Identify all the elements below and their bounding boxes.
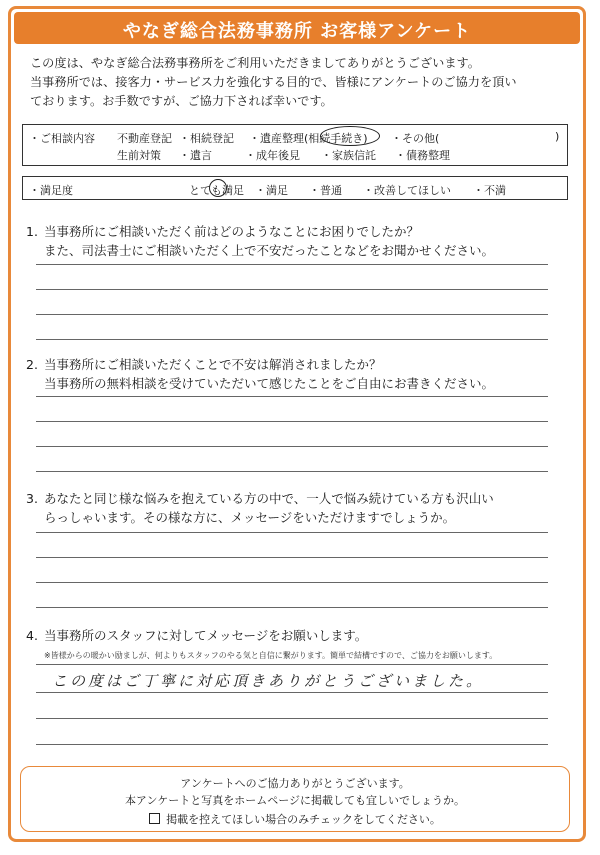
- question-text: また、司法書士にご相談いただく上で不安だったことなどをお聞かせください。: [44, 243, 495, 258]
- question-text: 当事務所のスタッフに対してメッセージをお願いします。: [44, 628, 368, 643]
- question-text: 当事務所にご相談いただく前はどのようなことにお困りでしたか？: [44, 224, 420, 239]
- option-neutral[interactable]: ・普通: [309, 184, 342, 197]
- question-text: 当事務所にご相談いただくことで不安は解消されましたか？: [44, 357, 382, 372]
- answer-line[interactable]: [36, 339, 548, 340]
- note-text: ※皆様からの暖かい励ましが、何よりもスタッフのやる気と自信に繋がります。簡単で結構ですので、ご協力をお願いします。: [44, 651, 498, 660]
- answer-line[interactable]: [36, 664, 548, 665]
- footer-box: [20, 766, 570, 832]
- option-dissatisfied[interactable]: ・不満: [473, 184, 506, 197]
- question-1: [26, 222, 566, 260]
- satisfaction-label: ・満足度: [29, 184, 73, 197]
- answer-line[interactable]: [36, 582, 548, 583]
- publish-checkbox[interactable]: [149, 813, 160, 824]
- question-text: らっしゃいます。その様な方に、メッセージをいただけますでしょうか。: [44, 510, 456, 525]
- answer-line[interactable]: [36, 396, 548, 397]
- question-text: あなたと同じ様な悩みを抱えている方の中で、一人で悩み続けている方も沢山い: [44, 491, 494, 506]
- question-text: 当事務所の無料相談を受けていただいて感じたことをご自由にお書きください。: [44, 376, 495, 391]
- option-satisfied[interactable]: ・満足: [255, 184, 288, 197]
- intro-line: この度は、やなぎ総合法務事務所をご利用いただきましてありがとうございます。: [30, 56, 480, 70]
- option-real-estate[interactable]: 不動産登記: [117, 132, 172, 145]
- question-number: 3.: [26, 491, 38, 506]
- answer-line[interactable]: [36, 314, 548, 315]
- option-other[interactable]: ・その他(: [391, 132, 440, 145]
- intro-line: ております。お手数ですが、ご協力下されば幸いです。: [30, 94, 333, 108]
- intro-line: 当事務所では、接客力・サービス力を強化する目的で、皆様にアンケートのご協力を頂い: [30, 75, 517, 89]
- answer-line[interactable]: [36, 421, 548, 422]
- option-very-satisfied[interactable]: とても満足: [189, 184, 244, 197]
- option-guardianship[interactable]: ・成年後見: [245, 149, 300, 162]
- footer-thanks: アンケートへのご協力ありがとうございます。: [180, 777, 410, 790]
- question-4: [26, 626, 566, 645]
- footer-check-label: 掲載を控えてほしい場合のみチェックをしてください。: [166, 813, 441, 826]
- footer-question: 本アンケートと写真をホームページに掲載しても宜しいでしょうか。: [124, 794, 466, 807]
- handwritten-answer: この度はご丁寧に対応頂きありがとうございました。: [52, 672, 485, 690]
- selection-circle: [320, 126, 380, 146]
- option-inheritance-registration[interactable]: ・相続登記: [179, 132, 234, 145]
- option-life-planning[interactable]: 生前対策: [117, 149, 161, 162]
- answer-line[interactable]: [36, 718, 548, 719]
- consult-label: ・ご相談内容: [29, 132, 95, 145]
- title-bar: [14, 12, 580, 44]
- intro-text: [30, 54, 570, 111]
- question-number: 2.: [26, 357, 38, 372]
- option-debt[interactable]: ・債務整理: [395, 149, 450, 162]
- answer-line[interactable]: [36, 532, 548, 533]
- option-will[interactable]: ・遺言: [179, 149, 212, 162]
- option-family-trust[interactable]: ・家族信託: [321, 149, 376, 162]
- answer-line[interactable]: [36, 264, 548, 265]
- answer-line[interactable]: [36, 744, 548, 745]
- page-title: やなぎ総合法務事務所 お客様アンケート: [122, 21, 472, 42]
- consult-box: [22, 124, 568, 166]
- answer-line[interactable]: [36, 692, 548, 693]
- satisfaction-box: [22, 176, 568, 200]
- answer-line[interactable]: [36, 289, 548, 290]
- answer-line[interactable]: [36, 471, 548, 472]
- question-number: 4.: [26, 628, 38, 643]
- footer-check-row: [21, 811, 569, 827]
- option-estate-settlement[interactable]: ・遺産整理(相続手続き): [249, 132, 368, 145]
- question-number: 1.: [26, 224, 38, 239]
- answer-line[interactable]: [36, 557, 548, 558]
- answer-line[interactable]: [36, 446, 548, 447]
- option-other-close: ): [555, 130, 560, 143]
- selection-circle: [209, 179, 227, 197]
- question-3: [26, 489, 566, 527]
- question-2: [26, 355, 566, 393]
- answer-line[interactable]: [36, 607, 548, 608]
- option-needs-improvement[interactable]: ・改善してほしい: [363, 184, 451, 197]
